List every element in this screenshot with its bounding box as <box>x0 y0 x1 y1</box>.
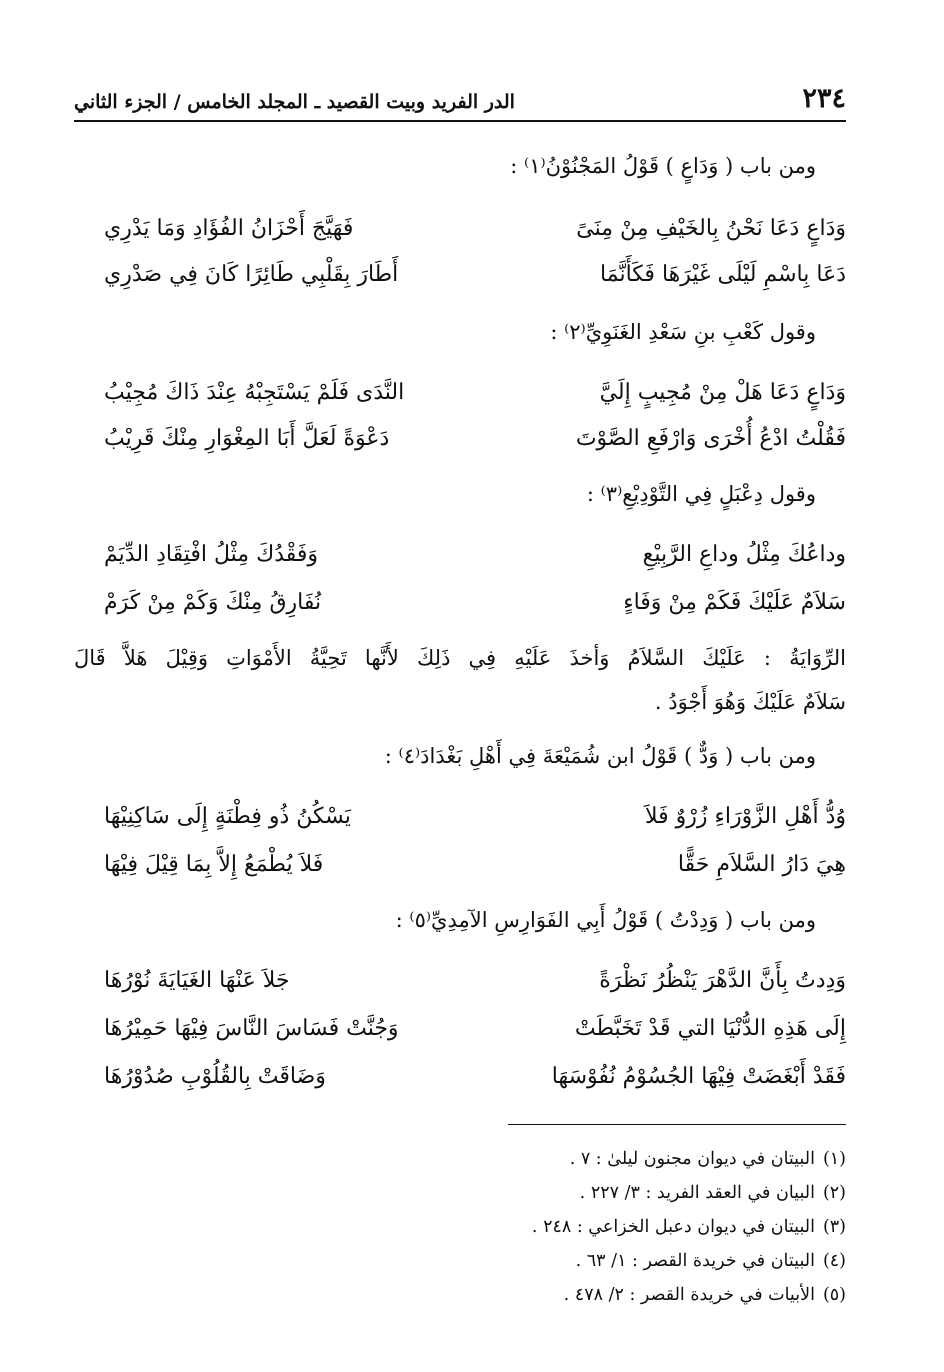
verse-line <box>104 534 846 574</box>
commentary-line: سَلاَمٌ عَلَيْكَ وَهُوَ أَجْوَدُ . <box>654 690 846 714</box>
footnote-item <box>74 1278 846 1312</box>
verse-line <box>104 844 846 884</box>
verse-first-hemistich: هِيَ دَارُ السَّلاَمِ حَقًّا <box>677 851 846 877</box>
verse-first-hemistich: فَقَدْ أَبْغَضَتْ فِيْهَا الجُسُوْمُ نُفُوْسَهَا <box>551 1063 846 1089</box>
verse-first-hemistich: وُدُّ أَهْلِ الزَّوْرَاءِ زُرْوٌ فَلاَ <box>645 803 846 829</box>
verse-first-hemistich: إِلَى هَذِهِ الدُّنْيَا التي قَدْ تَخَبَّطَتْ <box>574 1015 846 1041</box>
footnote-number: (٢) <box>822 1183 846 1203</box>
footnote-text: الأبيات في خريدة القصر : ٢/ ٤٧٨ . <box>563 1285 815 1305</box>
verse-first-hemistich: فَقُلْتُ ادْعُ أُخْرَى وَارْفَعِ الصَّوْتَ <box>575 425 846 451</box>
section-intro: ومن باب ( وَدِدْتُ ) قَوْلُ أَبِي الفَوَارِسِ الآمِدِيِّ⁽٥⁾ : <box>395 908 816 932</box>
verse-second-hemistich: وَفَقْدُكَ مِثْلُ افْتِقَادِ الدِّيَمْ <box>104 541 319 567</box>
commentary-line: الرِّوَايَةُ : عَلَيْكَ السَّلاَمُ وَأخذَ عَلَيْهِ فِي ذَلِكَ لأَنَّها تَحِيَّةُ الأَمْوَاتِ وَقِيْلَ هَلاَّ قَالَ <box>74 646 846 670</box>
header-rule <box>74 120 846 122</box>
footnote-number: (١) <box>822 1149 846 1169</box>
section-intro: ومن باب ( وَدٌّ ) قَوْلُ ابن شُمَيْعَةَ فِي أَهْلِ بَغْدَادَ⁽٤⁾ : <box>384 744 816 768</box>
verse-first-hemistich: وَدِدتُ بِأَنَّ الدَّهْرَ يَنْظُرُ نَظْرَةً <box>599 967 846 993</box>
verse-line <box>104 208 846 248</box>
commentary-paragraph <box>74 636 846 724</box>
verse-line <box>104 418 846 458</box>
verse-first-hemistich: دَعَا بِاسْمِ لَيْلَى غَيْرَهَا فَكَأَنَّمَا <box>600 261 846 287</box>
footnote-text: البيتان في ديوان مجنون ليلىٰ : ٧ . <box>569 1149 815 1169</box>
footnote-number: (٥) <box>822 1285 846 1305</box>
running-title: الدر الفريد وبيت القصيد ـ المجلد الخامس / الجزء الثاني <box>74 91 515 113</box>
footnote-text: البيتان في ديوان دعبل الخزاعي : ٢٤٨ . <box>531 1217 815 1237</box>
footnote-item <box>74 1244 846 1278</box>
verse-second-hemistich: فَهَيَّجَ أَحْزَانُ الفُؤَادِ وَمَا يَدْرِي <box>104 215 354 241</box>
verse-first-hemistich: سَلاَمٌ عَلَيْكَ فَكَمْ مِنْ وَفَاءٍ <box>623 589 846 615</box>
verse-second-hemistich: أَطَارَ بِقَلْبِي طَائِرًا كَانَ فِي صَدْرِي <box>104 261 399 287</box>
footnote-item <box>74 1142 846 1176</box>
footnote-text: البيان في العقد الفريد : ٣/ ٢٢٧ . <box>579 1183 815 1203</box>
verse-first-hemistich: وداعُكَ مِثْلُ وداعِ الرَّبِيْعِ <box>642 541 846 567</box>
section-intro: وقول كَعْبِ بنِ سَعْدِ الغَنَوِيِّ⁽٢⁾ : <box>550 320 816 344</box>
section-intro: ومن باب ( وَدَاعٍ ) قَوْلُ المَجْنُوْنُ⁽١⁾ : <box>510 154 816 178</box>
footnote-number: (٣) <box>822 1217 846 1237</box>
verse-second-hemistich: يَسْكُنُ ذُو فِطْنَةٍ إِلَى سَاكِنِيْهَا <box>104 803 351 829</box>
verse-line <box>104 254 846 294</box>
page-number: ٢٣٤ <box>802 83 846 114</box>
footnote-separator <box>508 1124 846 1125</box>
footnote-item <box>74 1210 846 1244</box>
verse-line <box>104 1056 846 1096</box>
verse-second-hemistich: نُفَارِقُ مِنْكَ وَكَمْ مِنْ كَرَمْ <box>104 589 322 615</box>
footnotes <box>74 1142 846 1312</box>
verse-second-hemistich: جَلاَ عَنْهَا الغَيَايَةَ نُوْرُهَا <box>104 967 290 993</box>
verse-second-hemistich: وَضَاقَتْ بِالقُلُوْبِ صُدُوْرُهَا <box>104 1063 326 1089</box>
verse-line <box>104 960 846 1000</box>
section-intro: وقول دِعْبَلٍ فِي التَّوْدِيْعِ⁽٣⁾ : <box>586 482 816 506</box>
page-header <box>74 64 846 112</box>
verse-second-hemistich: النَّدَى فَلَمْ يَسْتَجِبْهُ عِنْدَ ذَاكَ مُجِيْبُ <box>104 379 405 405</box>
verse-first-hemistich: وَدَاعٍ دَعَا هَلْ مِنْ مُجِيبٍ إِلَيَّ <box>599 379 846 405</box>
footnote-number: (٤) <box>822 1251 846 1271</box>
verse-line <box>104 582 846 622</box>
verse-line <box>104 1008 846 1048</box>
verse-line <box>104 372 846 412</box>
verse-line <box>104 796 846 836</box>
verse-second-hemistich: دَعْوَةً لَعَلَّ أَبَا المِغْوَارِ مِنْكَ قَرِيْبُ <box>104 425 390 451</box>
verse-second-hemistich: فَلاَ يُطْمَعُ إِلاَّ بِمَا قِيْلَ فِيْهَا <box>104 851 324 877</box>
verse-first-hemistich: وَدَاعٍ دَعَا نَحْنُ بِالخَيْفِ مِنْ مِنَىً <box>576 215 846 241</box>
verse-second-hemistich: وَجُنَّتْ فَسَاسَ النَّاسَ فِيْهَا حَمِيْرُهَا <box>104 1015 399 1041</box>
footnote-item <box>74 1176 846 1210</box>
footnote-text: البيتان في خريدة القصر : ١/ ٦٣ . <box>575 1251 815 1271</box>
